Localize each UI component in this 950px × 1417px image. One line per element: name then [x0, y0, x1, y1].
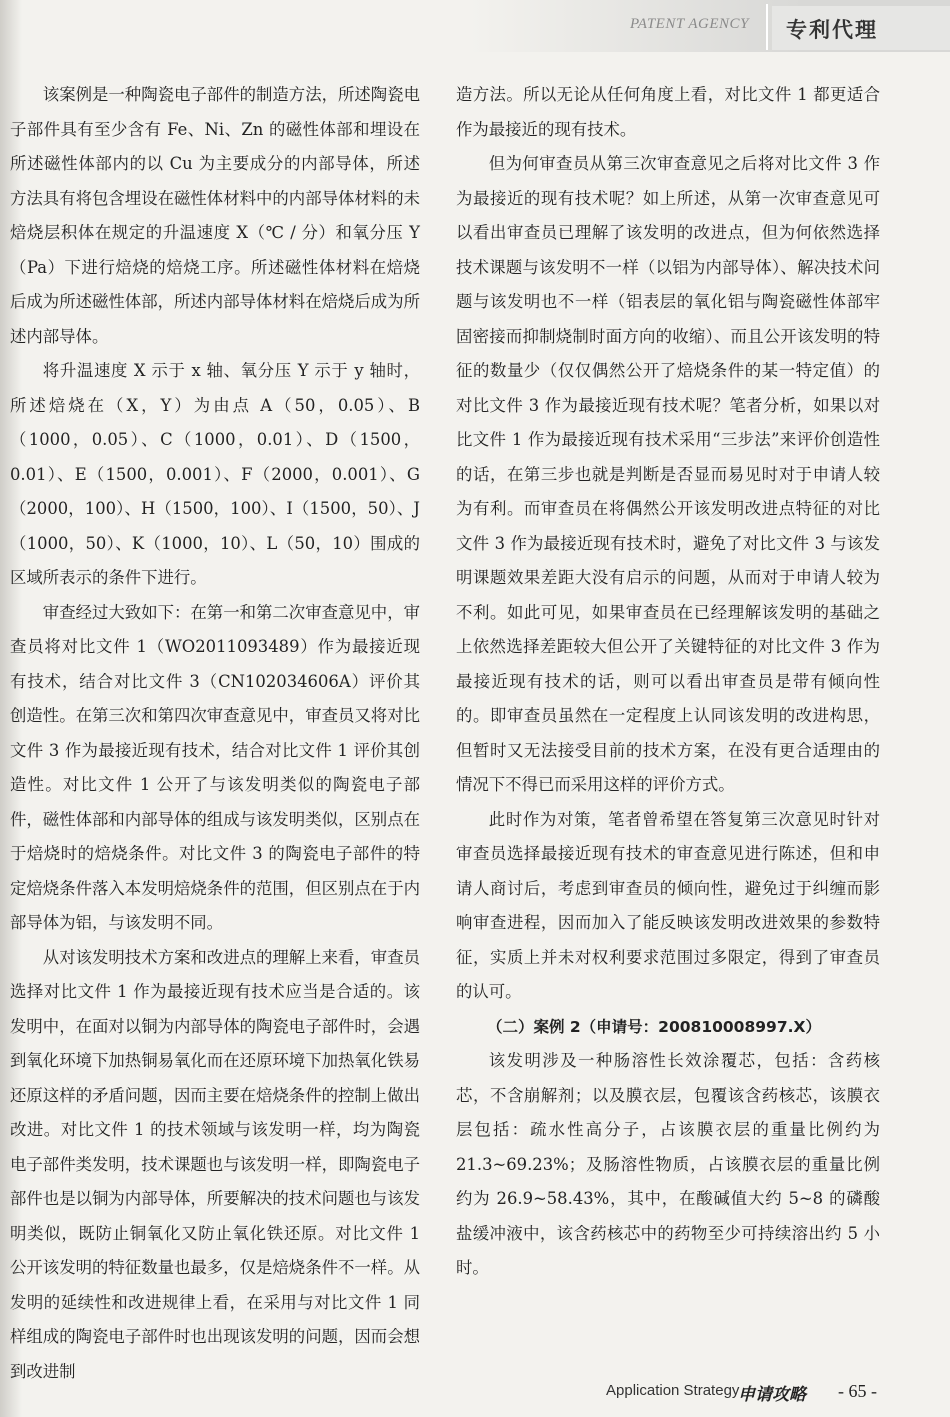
footer-journal-cn: 申请攻略	[738, 1385, 806, 1405]
paragraph-examiner-reasoning: 但为何审查员从第三次审查意见之后将对比文件 3 作为最接近的现有技术呢？如上所述，从第一次审查意见可以看出审查员已理解了该发明的改进点，但为何依然选择技术课题与该发明不一样（以铝为内部导体）、解决技术问题与该发明也不一样（铝表层的氧化铝与陶瓷磁性体部牢固密接而抑制烧制时面方向的收缩）、而且公开该发明的特征的数量少（仅仅偶然公开了焙烧条件的某一特定值）的对比文件 3 作为最接近现有技术呢？笔者分析，如果以对比文件 1 作为最接近现有技术采用“三步法”来评价创造性的话，在第三步也就是判断是否显而易见时对于申请人较为有利。而审查员在将偶然公开该发明改进点特征的对比文件 3 作为最接近现有技术时，避免了对比文件 3 与该发明课题效果差距大没有启示的问题，从而对于申请人较为不利。如此可见，如果审查员在已经理解该发明的基础之上依然选择差距较大但公开了关键特征的对比文件 3 作为最接近现有技术的话，则可以看出审查员是带有倾向性的。即审查员虽然在一定程度上认同该发明的改进构思，但暂时又无法接受目前的技术方案，在没有更合适理由的情况下不得已而采用这样的评价方式。	[456, 154, 880, 794]
paragraph-examination-history: 审查经过大致如下：在第一和第二次审查意见中，审查员将对比文件 1（WO2011093489）作为最接近现有技术，结合对比文件 3（CN102034606A）评价其创造性。在第三次和第四次审查意见中，审查员又将对比文件 3 作为最接近现有技术，结合对比文件 1 评价其创造性。对比文件 1 公开了与该发明类似的陶瓷电子部件，磁性体部和内部导体的组成与该发明类似，区别点在于焙烧时的焙烧条件。对比文件 3 的陶瓷电子部件的特定焙烧条件落入本发明焙烧条件的范围，但区别点在于内部导体为铝，与该发明不同。	[10, 602, 420, 932]
footer-journal-en: Application Strategy	[606, 1382, 740, 1399]
paragraph-continuation: 造方法。所以无论从任何角度上看，对比文件 1 都更适合作为最接近的现有技术。	[456, 85, 880, 139]
header-section-en: PATENT AGENCY	[630, 16, 749, 32]
left-column	[10, 78, 420, 1389]
page-footer	[600, 1380, 930, 1408]
paragraph-countermeasure: 此时作为对策，笔者曾希望在答复第三次意见时针对审查员选择最接近现有技术的审查意见进行陈述，但和申请人商讨后，考虑到审查员的倾向性，避免过于纠缠而影响审查进程，因而加入了能反映该发明改进效果的参数特征，实质上并未对权利要求范围过多限定，得到了审查员的认可。	[456, 809, 880, 1001]
header-section-cn: 专利代理	[786, 18, 878, 42]
paragraph-case-2-description: 该发明涉及一种肠溶性长效涂覆芯，包括：含药核芯，不含崩解剂；以及膜衣层，包覆该含药核芯，该膜衣层包括：疏水性高分子，占该膜衣层的重量比例约为 21.3~69.23%；及肠溶性物质，占该膜衣层的重量比例约为 26.9~58.43%，其中，在酸碱值大约 5~8 的磷酸盐缓冲液中，该含药核芯中的药物至少可持续溶出约 5 小时。	[456, 1051, 880, 1277]
header-divider	[766, 4, 768, 50]
section-heading-case-2: （二）案例 2（申请号：200810008997.X）	[487, 1017, 821, 1036]
paragraph-firing-conditions: 将升温速度 X 示于 x 轴、氧分压 Y 示于 y 轴时，所述焙烧在（X，Y）为由点 A（50，0.05）、B（1000，0.05）、C（1000，0.01）、D（1500，0.01）、E（1500，0.001）、F（2000，0.001）、G（2000，100）、H（1500，100）、I（1500，50）、J（1000，50）、K（1000，10）、L（50，10）围成的区域所表示的条件下进行。	[10, 361, 420, 587]
paragraph-analysis: 从对该发明技术方案和改进点的理解上来看，审查员选择对比文件 1 作为最接近现有技术应当是合适的。该发明中，在面对以铜为内部导体的陶瓷电子部件时，会遇到氧化环境下加热铜易氧化而在还原环境下加热氧化铁易还原这样的矛盾问题，因而主要在焙烧条件的控制上做出改进。对比文件 1 的技术领域与该发明一样，均为陶瓷电子部件类发明，技术课题也与该发明一样，即陶瓷电子部件也是以铜为内部导体，所要解决的技术问题也与该发明类似，既防止铜氧化又防止氧化铁还原。对比文件 1 公开该发明的特征数量也最多，仅是焙烧条件不一样。从发明的延续性和改进规律上看，在采用与对比文件 1 同样组成的陶瓷电子部件时也出现该发明的问题，因而会想到改进制	[10, 947, 420, 1381]
paragraph-case-description: 该案例是一种陶瓷电子部件的制造方法，所述陶瓷电子部件具有至少含有 Fe、Ni、Zn 的磁性体部和埋设在所述磁性体部内的以 Cu 为主要成分的内部导体，所述方法具有将包含埋设在磁性体材料中的内部导体材料的未焙烧层积体在规定的升温速度 X（℃ / 分）和氧分压 Y（Pa）下进行焙烧的焙烧工序。所述磁性体材料在焙烧后成为所述磁性体部，所述内部导体材料在焙烧后成为所述内部导体。	[10, 85, 420, 346]
page-number: - 65 -	[838, 1381, 877, 1401]
right-column	[456, 78, 880, 1286]
